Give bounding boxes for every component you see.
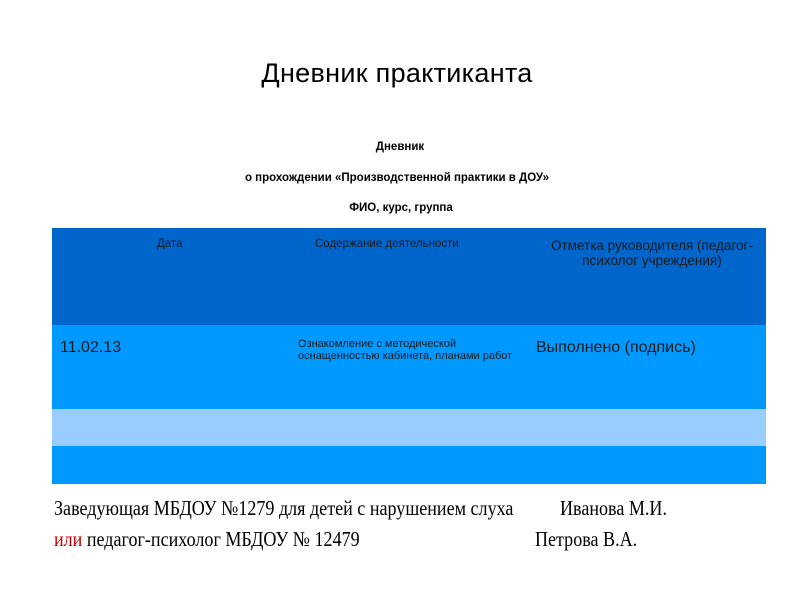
signature-name-1: Иванова М.И. — [560, 496, 668, 520]
header-mark: Отметка руководителя (педагог-психолог учреждения) — [551, 238, 753, 268]
psychologist-role: педагог-психолог МБДОУ № 12479 — [82, 527, 360, 551]
header-content: Содержание деятельности — [315, 238, 459, 250]
diary-table — [52, 228, 766, 484]
signature-line-head: Заведующая МБДОУ №1279 для детей с нарушением слуха — [54, 496, 514, 520]
student-info-label: ФИО, курс, группа — [349, 202, 453, 214]
header-date: Дата — [157, 238, 183, 250]
row-mark: Выполнено (подпись) — [536, 339, 696, 356]
diary-heading: Дневник — [375, 141, 425, 153]
row-date: 11.02.13 — [60, 339, 122, 356]
practice-name: о прохождении «Производственной практики в ДОУ» — [244, 172, 550, 184]
table-row — [52, 325, 766, 409]
or-word: или — [54, 527, 83, 551]
signature-line-psychologist — [54, 527, 360, 552]
page-title: Дневник практиканта — [261, 58, 533, 88]
table-row-empty — [52, 409, 766, 446]
table-header-row — [52, 228, 766, 325]
signature-name-2: Петрова В.А. — [535, 527, 638, 551]
table-row-empty — [52, 446, 766, 484]
row-content: Ознакомление с методической оснащенностью кабинета, планами работ — [298, 338, 513, 362]
